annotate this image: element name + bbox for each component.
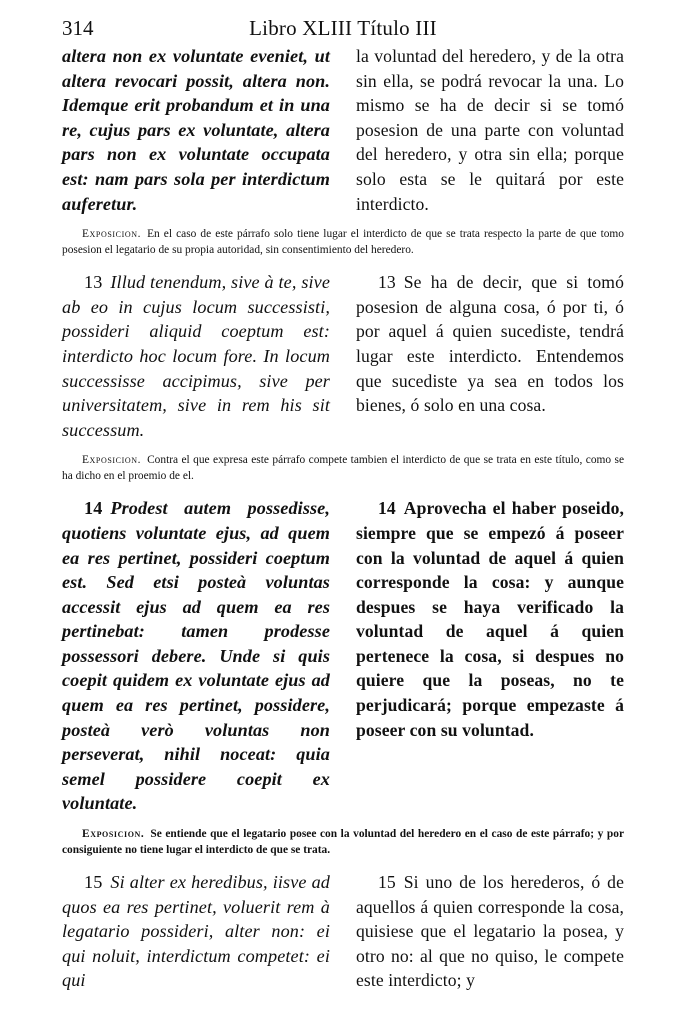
spanish-text: Se ha de decir, que si tomó posesion de alguna cosa, ó por ti, ó por aquel á quien sucediste, tendrá lugar este interdicto. Entendemos que sucediste ya sea en todos los bienes, ó solo en una cosa. (356, 272, 624, 416)
spanish-paragraph-15 (356, 870, 624, 993)
page-number: 314 (62, 16, 94, 40)
section-13 (62, 270, 624, 442)
exposicion-label: Exposicion. (82, 228, 142, 241)
exposicion-text: En el caso de este párrafo solo tiene lugar el interdicto de que se trata respecto la parte de que tomo posesion el legatario de su propia autoridad, sin consentimiento del heredero. (62, 228, 624, 257)
document-page (62, 8, 624, 993)
paragraph-number-spanish: 15 (378, 872, 396, 893)
exposicion-text: Contra el que expresa este párrafo compete tambien el interdicto de que se trata en este título, como se ha dicho en el proemio de el. (62, 454, 624, 483)
running-title: Libro XLIII Título III (249, 16, 437, 40)
exposicion-note (62, 452, 624, 484)
latin-paragraph-13 (62, 270, 330, 442)
paragraph-number-latin: 14 (84, 498, 103, 519)
latin-paragraph-15 (62, 870, 330, 993)
latin-text: Si alter ex heredibus, iisve ad quos ea res pertinet, voluerit rem à legatario possideri, alter non: ei qui noluit, interdictum competet: ei qui (62, 872, 330, 991)
paragraph-number-spanish: 14 (378, 498, 396, 519)
latin-paragraph-14 (62, 496, 330, 816)
exposicion-note (62, 226, 624, 258)
latin-text: altera non ex voluntate eveniet, ut altera revocari possit, altera non. Idemque erit probandum et in una re, cujus pars ex voluntate, altera pars non ex voluntate occupata est: nam pars sola per interdictum auferetur. (62, 46, 330, 214)
paragraph-number-latin: 15 (84, 872, 103, 893)
section-14 (62, 496, 624, 816)
spanish-paragraph-14 (356, 496, 624, 816)
spanish-paragraph-13 (356, 270, 624, 442)
exposicion-note (62, 826, 624, 858)
page-header (62, 8, 624, 44)
exposicion-label: Exposicion. (82, 828, 145, 841)
exposicion-label: Exposicion. (82, 454, 142, 467)
spanish-text: Si uno de los herederos, ó de aquellos á quien corresponde la cosa, quisiese que el legatario la posea, y otro no: al que no quiso, le compete este interdicto; y (356, 872, 624, 991)
latin-text: Illud tenendum, sive à te, sive ab eo in cujus locum successisti, possideri aliquid coeptum est: interdicto hoc locum fore. In locum successisse accipimus, sive per universitatem, sive in rem his sit successum. (62, 272, 330, 440)
paragraph-number-spanish: 13 (378, 272, 396, 293)
section-continuation (62, 44, 624, 216)
exposicion-text: Se entiende que el legatario posee con la voluntad del heredero en el caso de este párrafo; y por consiguiente no tiene lugar el interdicto de que se trata. (62, 828, 624, 857)
spanish-text: Aprovecha el haber poseido, siempre que se empezó á poseer con la voluntad de aquel á quien corresponde la cosa: y aunque despues se haya verificado la voluntad de aquel á quien pertenece la cosa, si despues no quiere que la poseas, no te perjudicará; porque empezaste á poseer con su voluntad. (356, 498, 624, 740)
latin-text: Prodest autem possedisse, quotiens voluntate ejus, ad quem ea res pertinet, possideri coeptum est. Sed etsi posteà voluntas accessit ejus ad quem ea res pertinebat: tamen prodesse possessori debere. Unde si quis coepit quidem ex voluntate ejus ad quem ea res pertinet, possidere, posteà verò voluntas non perseverat, nihil noceat: quia semel possidere coepit ex voluntate. (62, 498, 330, 814)
spanish-text: la voluntad del heredero, y de la otra sin ella, se podrá revocar la una. Lo mismo se ha de decir si se tomó posesion de una parte con voluntad del heredero, y otra sin ella; porque solo esta se le quitará por este interdicto. (356, 46, 624, 214)
section-15 (62, 870, 624, 993)
paragraph-number-latin: 13 (84, 272, 103, 293)
